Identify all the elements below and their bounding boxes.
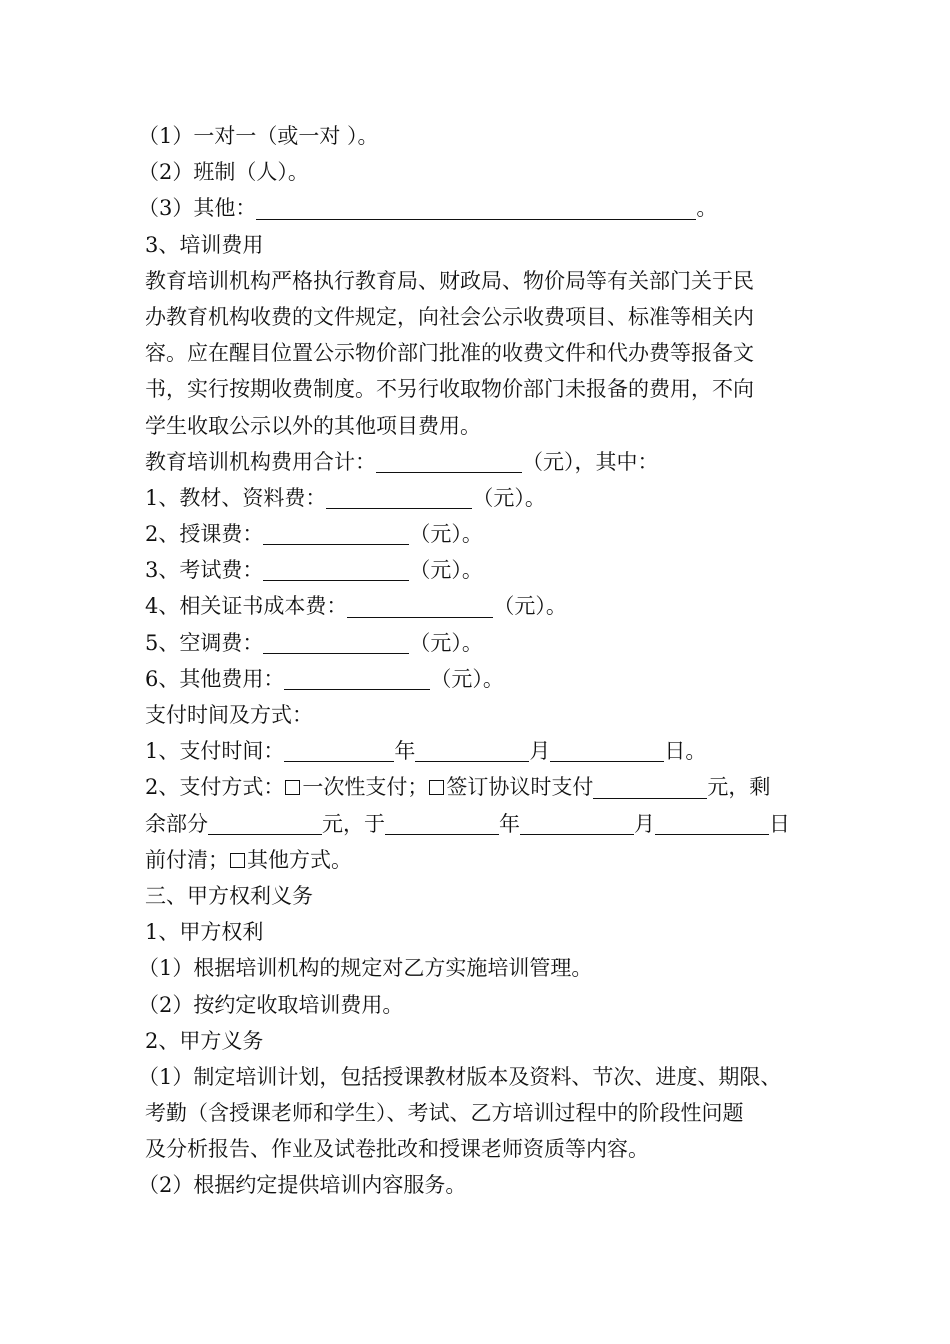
remain-month-blank[interactable] [520, 814, 634, 835]
fee-item-label: 1、教材、资料费： [145, 485, 327, 510]
mode-other-label: （3）其他： [138, 196, 257, 221]
month-blank[interactable] [415, 741, 529, 762]
remain-amount-blank[interactable] [208, 814, 322, 835]
fee-item-label: 3、考试费： [145, 558, 264, 583]
fee-total-blank[interactable] [376, 452, 522, 473]
day-blank[interactable] [550, 741, 664, 762]
option-once-label: 一次性支付； [302, 775, 429, 800]
fee-item [145, 552, 815, 588]
day-label: 日 [769, 811, 790, 836]
fee-item [145, 661, 815, 697]
fee-item-suffix: （元）。 [430, 666, 504, 691]
fee-item-label: 2、授课费： [145, 522, 264, 547]
fee-item-blank[interactable] [347, 597, 493, 618]
checkbox-other[interactable] [230, 853, 245, 868]
yuan-yu: 元，于 [322, 811, 385, 836]
fee-paragraph-line: 书，实行按期收费制度。不另行收取物价部门未报备的费用，不向 [145, 377, 754, 402]
fee-item-label: 4、相关证书成本费： [145, 594, 348, 619]
fee-total [145, 444, 815, 480]
fee-item-blank[interactable] [263, 524, 409, 545]
fee-item-suffix: （元）。 [409, 522, 483, 547]
fee-item-label: 5、空调费： [145, 630, 264, 655]
remain-day-blank[interactable] [655, 814, 769, 835]
yuan-comma: 元，剩 [707, 775, 771, 800]
fee-paragraph-line: 学生收取公示以外的其他项目费用。 [145, 413, 481, 438]
option-other-label: 其他方式。 [247, 847, 352, 872]
fee-item-blank[interactable] [326, 488, 472, 509]
option-sign-label: 签订协议时支付 [446, 775, 594, 800]
fee-item [145, 480, 815, 516]
payment-title: 支付时间及方式： [145, 703, 313, 727]
fee-paragraph-line: 教育培训机构严格执行教育局、财政局、物价局等有关部门关于民 [145, 268, 754, 293]
fee-item [145, 588, 815, 624]
payment-time-label: 1、支付时间： [145, 739, 285, 764]
payment-method-label: 2、支付方式： [145, 775, 285, 800]
fee-item-suffix: （元）。 [472, 485, 546, 510]
fee-item-blank[interactable] [263, 561, 409, 582]
party-a-duty-item: （2）根据约定提供培训内容服务。 [138, 1173, 467, 1198]
party-a-duty-line: 及分析报告、作业及试卷批改和授课老师资质等内容。 [145, 1137, 649, 1162]
year-label: 年 [394, 739, 416, 764]
fee-paragraph-line: 容。应在醒目位置公示物价部门批准的收费文件和代办费等报备文 [145, 341, 754, 366]
payment-before [145, 842, 815, 878]
mode-other [138, 190, 815, 226]
party-a-right-item: （1）根据培训机构的规定对乙方实施培训管理。 [138, 956, 593, 981]
document-body [138, 118, 815, 1204]
month-label: 月 [634, 811, 655, 836]
fee-total-label: 教育培训机构费用合计： [145, 449, 376, 474]
year-label: 年 [499, 811, 520, 836]
mode-other-end: 。 [696, 196, 718, 221]
party-a-section-title: 三、甲方权利义务 [145, 883, 313, 908]
remain-label: 余部分 [145, 811, 208, 836]
mode-class: （2）班制（人）。 [138, 160, 309, 185]
party-a-right-item: （2）按约定收取培训费用。 [138, 992, 404, 1017]
payment-remain [145, 806, 815, 842]
day-label: 日 [664, 739, 686, 764]
payment-time [145, 733, 815, 769]
fee-item [145, 516, 815, 552]
mode-one-on-one: （1）一对一（或一对 ）。 [138, 124, 379, 148]
blank-field[interactable] [256, 199, 696, 220]
before-label: 前付清； [145, 847, 229, 872]
fee-item-suffix: （元）。 [409, 630, 483, 655]
period: 。 [685, 739, 707, 764]
party-a-duty-line: （1）制定培训计划，包括授课教材版本及资料、节次、进度、期限、 [138, 1064, 782, 1089]
fee-item [145, 625, 815, 661]
fee-section-title: 3、培训费用 [145, 232, 264, 257]
fee-item-suffix: （元）。 [409, 558, 483, 583]
party-a-duties-title: 2、甲方义务 [145, 1028, 264, 1053]
fee-item-label: 6、其他费用： [145, 666, 285, 691]
remain-year-blank[interactable] [385, 814, 499, 835]
checkbox-sign[interactable] [429, 780, 444, 795]
fee-item-suffix: （元）。 [493, 594, 567, 619]
party-a-rights-title: 1、甲方权利 [145, 920, 264, 945]
checkbox-once[interactable] [285, 780, 300, 795]
fee-item-blank[interactable] [284, 669, 430, 690]
month-label: 月 [529, 739, 551, 764]
year-blank[interactable] [284, 741, 394, 762]
fee-total-suffix: （元），其中： [522, 449, 659, 474]
sign-amount-blank[interactable] [593, 778, 707, 799]
payment-method [145, 769, 815, 805]
party-a-duty-line: 考勤（含授课老师和学生）、考试、乙方培训过程中的阶段性问题 [145, 1101, 744, 1126]
fee-paragraph-line: 办教育机构收费的文件规定，向社会公示收费项目、标准等相关内 [145, 304, 754, 329]
fee-item-blank[interactable] [263, 633, 409, 654]
